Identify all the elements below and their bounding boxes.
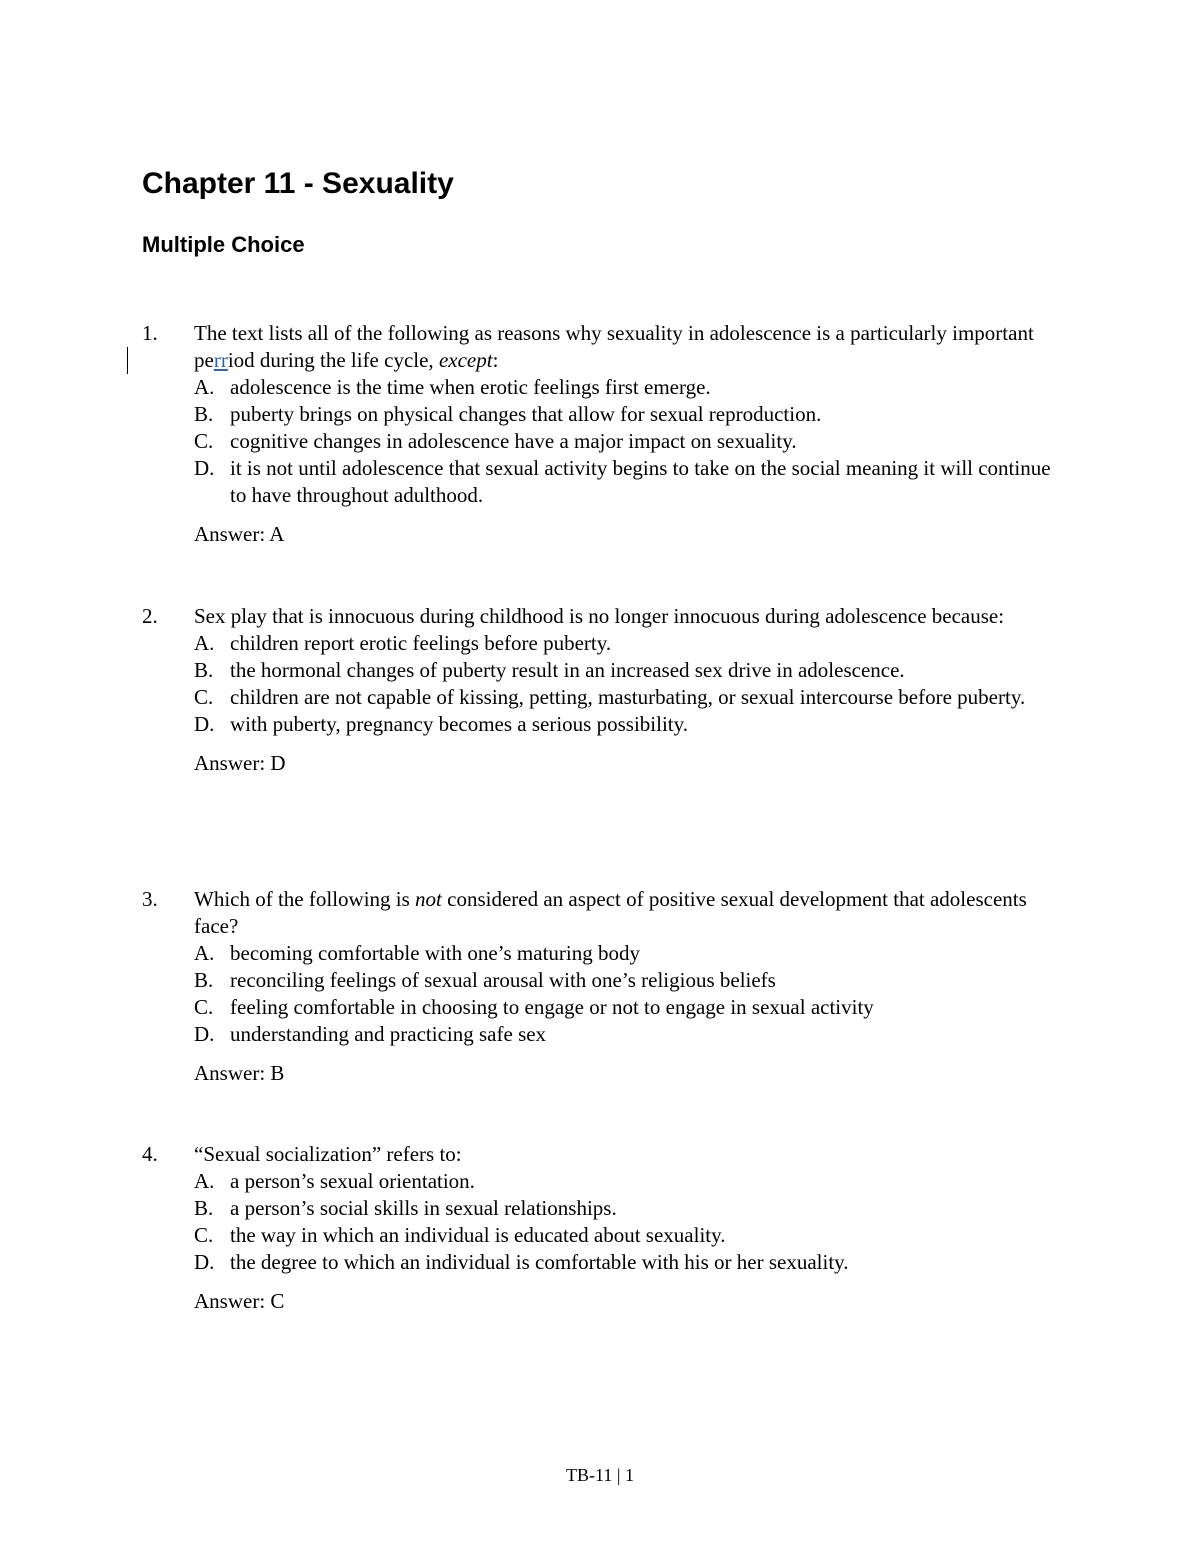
option-text: the way in which an individual is educated about sexuality. bbox=[230, 1223, 726, 1247]
option-letter: A. bbox=[194, 941, 215, 965]
option-text: it is not until adolescence that sexual activity begins to take on the social meaning it will continue to have throughout adulthood. bbox=[230, 456, 1051, 507]
option-d bbox=[194, 711, 1062, 738]
option-d bbox=[194, 1249, 1062, 1276]
option-letter: A. bbox=[194, 1169, 215, 1193]
option-text: feeling comfortable in choosing to engage or not to engage in sexual activity bbox=[230, 995, 874, 1019]
stem-text: iod during the life cycle, bbox=[227, 348, 439, 372]
option-text: cognitive changes in adolescence have a major impact on sexuality. bbox=[230, 429, 797, 453]
option-c bbox=[194, 684, 1062, 711]
option-b bbox=[194, 657, 1062, 684]
answer-line: Answer: B bbox=[194, 1061, 285, 1085]
option-letter: B. bbox=[194, 658, 214, 682]
option-letter: B. bbox=[194, 402, 214, 426]
question-3 bbox=[142, 886, 1062, 1087]
question-number: 4. bbox=[142, 1142, 158, 1166]
stem-text: The text lists all of the following as reasons why sexuality in adolescence is a particularly important pe bbox=[194, 321, 1034, 372]
question-stem: Sex play that is innocuous during childhood is no longer innocuous during adolescence because: bbox=[194, 604, 1005, 628]
option-text: with puberty, pregnancy becomes a serious possibility. bbox=[230, 712, 689, 736]
answer-line: Answer: D bbox=[194, 751, 286, 775]
option-letter: D. bbox=[194, 712, 215, 736]
page-footer: TB-11 | 1 bbox=[566, 1465, 634, 1485]
options-list bbox=[194, 374, 1062, 509]
options-list bbox=[194, 940, 1062, 1048]
option-a bbox=[194, 374, 1062, 401]
option-text: a person’s sexual orientation. bbox=[230, 1169, 475, 1193]
options-list bbox=[194, 1168, 1062, 1276]
option-letter: A. bbox=[194, 375, 215, 399]
option-text: children are not capable of kissing, petting, masturbating, or sexual intercourse before puberty. bbox=[230, 685, 1026, 709]
option-letter: A. bbox=[194, 631, 215, 655]
option-text: becoming comfortable with one’s maturing body bbox=[230, 941, 640, 965]
option-letter: B. bbox=[194, 968, 214, 992]
question-number: 3. bbox=[142, 887, 158, 911]
question-1 bbox=[142, 320, 1062, 548]
question-2 bbox=[142, 603, 1062, 777]
stem-text: : bbox=[492, 348, 499, 372]
answer-line: Answer: A bbox=[194, 522, 285, 546]
option-b bbox=[194, 1195, 1062, 1222]
revision-change-bar bbox=[127, 347, 128, 374]
stem-emphasis: except bbox=[438, 348, 493, 372]
question-number: 2. bbox=[142, 604, 158, 628]
option-letter: C. bbox=[194, 429, 214, 453]
option-text: understanding and practicing safe sex bbox=[230, 1022, 547, 1046]
option-letter: B. bbox=[194, 1196, 214, 1220]
option-d bbox=[194, 1021, 1062, 1048]
option-text: the hormonal changes of puberty result in an increased sex drive in adolescence. bbox=[230, 658, 905, 682]
stem-text: Which of the following is bbox=[194, 887, 416, 911]
chapter-title: Chapter 11 - Sexuality bbox=[142, 167, 454, 200]
stem-emphasis: not bbox=[415, 887, 442, 911]
question-stem bbox=[194, 886, 1062, 940]
tracked-revision: rr bbox=[213, 348, 228, 372]
question-number: 1. bbox=[142, 321, 158, 345]
option-d bbox=[194, 455, 1062, 509]
question-4 bbox=[142, 1141, 1062, 1315]
question-stem bbox=[194, 320, 1062, 374]
option-c bbox=[194, 994, 1062, 1021]
option-text: reconciling feelings of sexual arousal with one’s religious beliefs bbox=[230, 968, 776, 992]
option-letter: D. bbox=[194, 1250, 215, 1274]
option-text: children report erotic feelings before puberty. bbox=[230, 631, 612, 655]
options-list bbox=[194, 630, 1062, 738]
option-text: the degree to which an individual is comfortable with his or her sexuality. bbox=[230, 1250, 849, 1274]
option-text: adolescence is the time when erotic feelings first emerge. bbox=[230, 375, 711, 399]
option-text: a person’s social skills in sexual relationships. bbox=[230, 1196, 617, 1220]
option-c bbox=[194, 1222, 1062, 1249]
option-letter: C. bbox=[194, 1223, 214, 1247]
option-letter: D. bbox=[194, 456, 215, 480]
option-b bbox=[194, 401, 1062, 428]
option-c bbox=[194, 428, 1062, 455]
option-a bbox=[194, 940, 1062, 967]
option-letter: D. bbox=[194, 1022, 215, 1046]
answer-line: Answer: C bbox=[194, 1289, 285, 1313]
option-letter: C. bbox=[194, 685, 214, 709]
option-b bbox=[194, 967, 1062, 994]
stem-text: considered an aspect of positive sexual development that adolescents face? bbox=[194, 887, 1027, 938]
option-a bbox=[194, 630, 1062, 657]
option-a bbox=[194, 1168, 1062, 1195]
section-title: Multiple Choice bbox=[142, 232, 305, 257]
question-stem: “Sexual socialization” refers to: bbox=[194, 1142, 462, 1166]
option-text: puberty brings on physical changes that allow for sexual reproduction. bbox=[230, 402, 822, 426]
option-letter: C. bbox=[194, 995, 214, 1019]
